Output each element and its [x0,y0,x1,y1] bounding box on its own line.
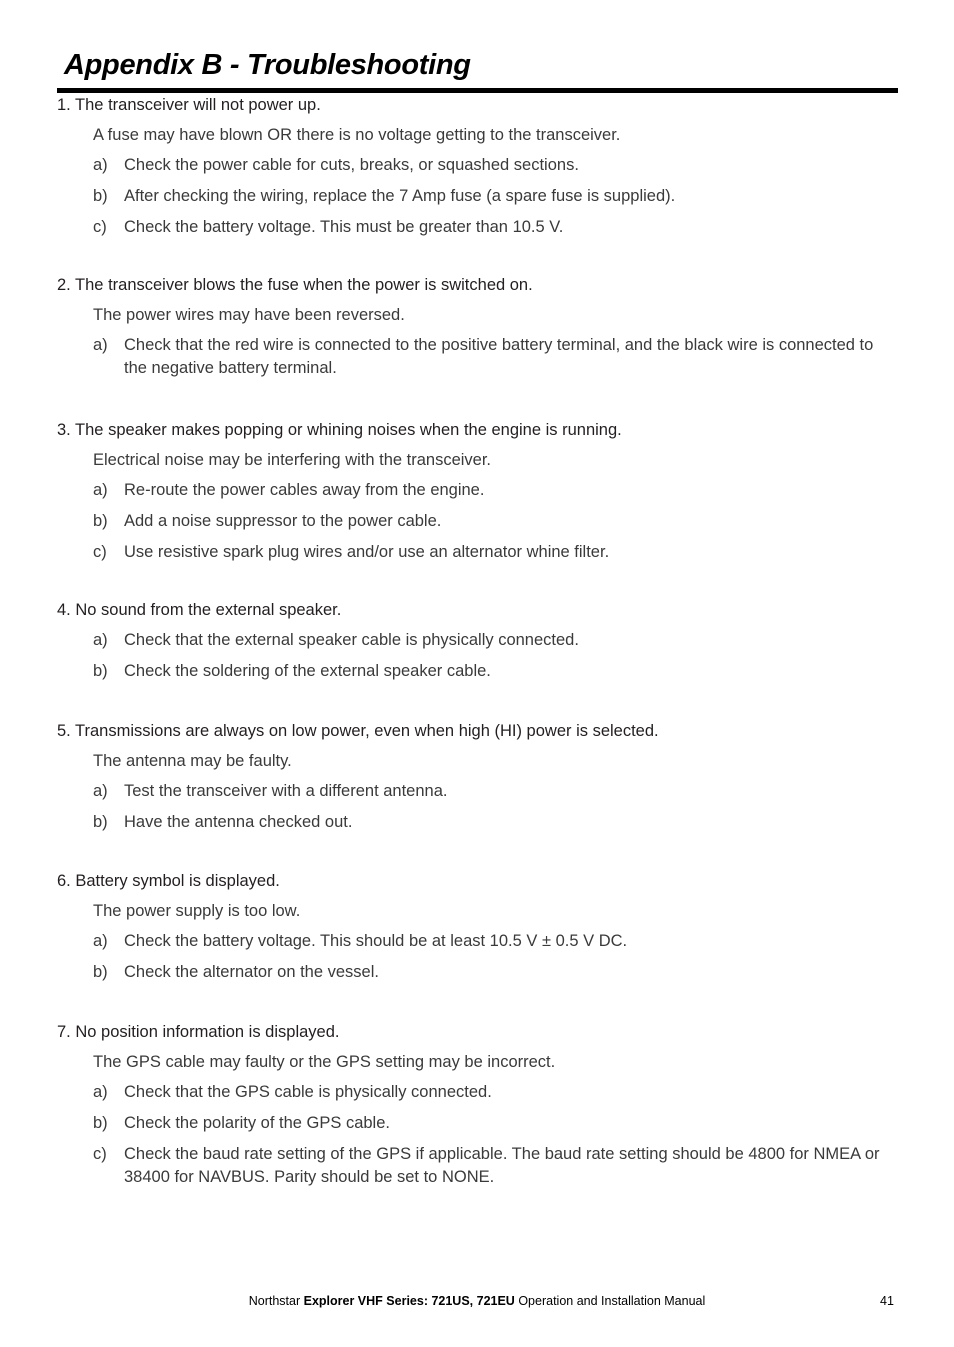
remedy-text: Add a noise suppressor to the power cable. [124,512,442,530]
remedy-marker: b) [93,813,108,831]
remedy-text: Check the power cable for cuts, breaks, or squashed sections. [124,156,579,174]
remedy-marker: a) [93,782,108,800]
remedy-list [57,780,900,834]
footer-manual: Operation and Installation Manual [518,1294,706,1308]
remedy-text: Test the transceiver with a different antenna. [124,782,448,800]
remedy-list [57,629,900,683]
remedy-marker: b) [93,187,108,205]
footer-product: Explorer VHF Series: 721US, 721EU [303,1294,515,1308]
section-heading: 3. The speaker makes popping or whining noises when the engine is running. [57,421,622,439]
footer-brand: Northstar [248,1294,301,1308]
page-title: Appendix B - Troubleshooting [64,49,471,81]
remedy-text: Check the battery voltage. This should be at least 10.5 V ± 0.5 V DC. [124,932,628,950]
remedy-marker: b) [93,963,108,981]
remedy-list [57,154,900,239]
section-cause: The antenna may be faulty. [93,752,292,770]
remedy-list [57,930,900,984]
remedy-item [57,961,900,984]
troubleshooting-section [57,1021,900,1189]
remedy-text: Check the battery voltage. This must be greater than 10.5 V. [124,218,564,236]
remedy-item [57,1112,900,1135]
remedy-list [57,334,900,380]
remedy-item [57,629,900,652]
remedy-item [57,930,900,953]
troubleshooting-section [57,599,900,683]
remedy-text: Check the soldering of the external speaker cable. [124,662,491,680]
remedy-text: Check that the red wire is connected to the positive battery terminal, and the black wire is connected to the negative battery terminal. [124,336,874,377]
section-heading: 6. Battery symbol is displayed. [57,872,280,890]
troubleshooting-section [57,94,900,239]
remedy-item [57,1143,900,1189]
remedy-marker: a) [93,631,108,649]
remedy-marker: c) [93,1145,107,1163]
remedy-list [57,1081,900,1189]
troubleshooting-section [57,870,900,984]
remedy-item [57,780,900,803]
remedy-text: Re-route the power cables away from the engine. [124,481,485,499]
section-cause: The GPS cable may faulty or the GPS setting may be incorrect. [93,1053,556,1071]
troubleshooting-section [57,419,900,564]
remedy-text: Check that the GPS cable is physically connected. [124,1083,492,1101]
remedy-text: After checking the wiring, replace the 7 Amp fuse (a spare fuse is supplied). [124,187,676,205]
remedy-item [57,479,900,502]
section-cause: The power supply is too low. [93,902,301,920]
remedy-marker: b) [93,1114,108,1132]
section-cause: A fuse may have blown OR there is no voltage getting to the transceiver. [93,126,621,144]
section-cause: Electrical noise may be interfering with the transceiver. [93,451,492,469]
remedy-item [57,510,900,533]
remedy-marker: a) [93,1083,108,1101]
section-heading: 5. Transmissions are always on low power, even when high (HI) power is selected. [57,722,659,740]
remedy-list [57,479,900,564]
remedy-marker: a) [93,156,108,174]
remedy-text: Check the baud rate setting of the GPS if applicable. The baud rate setting should be 4800 for NMEA or 38400 for NAVBUS. Parity should be set to NONE. [124,1145,880,1186]
remedy-item [57,541,900,564]
remedy-item [57,1081,900,1104]
remedy-item [57,154,900,177]
remedy-text: Check the alternator on the vessel. [124,963,379,981]
title-rule [57,88,898,93]
troubleshooting-section [57,274,900,380]
remedy-text: Check that the external speaker cable is physically connected. [124,631,579,649]
remedy-marker: a) [93,932,108,950]
remedy-text: Have the antenna checked out. [124,813,353,831]
remedy-item [57,334,900,380]
section-cause: The power wires may have been reversed. [93,306,405,324]
remedy-marker: a) [93,336,108,354]
remedy-marker: c) [93,218,107,236]
remedy-item [57,660,900,683]
section-heading: 4. No sound from the external speaker. [57,601,342,619]
troubleshooting-section [57,720,900,834]
remedy-item [57,811,900,834]
remedy-marker: b) [93,512,108,530]
remedy-marker: a) [93,481,108,499]
section-heading: 2. The transceiver blows the fuse when the power is switched on. [57,276,533,294]
remedy-marker: b) [93,662,108,680]
remedy-text: Check the polarity of the GPS cable. [124,1114,390,1132]
remedy-marker: c) [93,543,107,561]
section-heading: 1. The transceiver will not power up. [57,96,321,114]
remedy-item [57,216,900,239]
footer-text [0,1294,954,1308]
remedy-text: Use resistive spark plug wires and/or use an alternator whine filter. [124,543,610,561]
section-heading: 7. No position information is displayed. [57,1023,340,1041]
remedy-item [57,185,900,208]
page-number: 41 [880,1294,894,1308]
